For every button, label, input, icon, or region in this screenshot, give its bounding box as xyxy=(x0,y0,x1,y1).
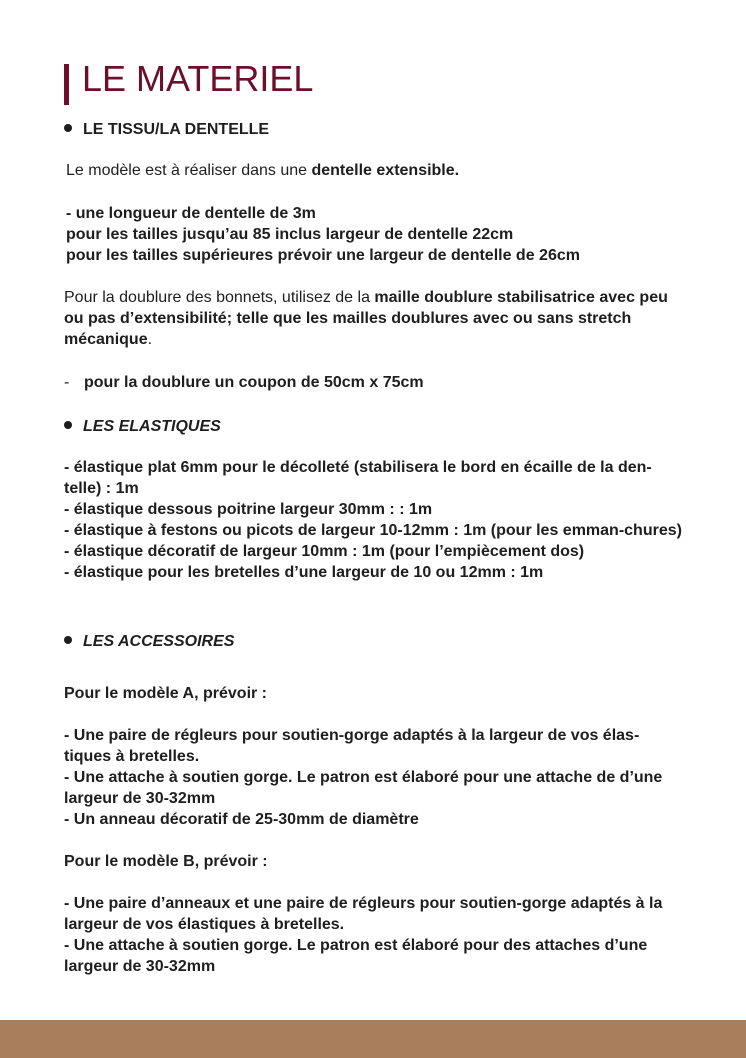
elastiques-list xyxy=(64,457,684,583)
doublure-text: Pour la doublure des bonnets, utilisez de la xyxy=(64,289,375,306)
list-item: - Une attache à soutien gorge. Le patron est élaboré pour une attache de d’une largeur de 30-32mm xyxy=(64,769,663,807)
list-item: - élastique à festons ou picots de largeur 10-12mm : 1m (pour les emman-chures) xyxy=(64,522,682,539)
bullet-icon xyxy=(64,636,72,644)
list-item: - élastique dessous poitrine largeur 30mm : : 1m xyxy=(64,501,433,518)
footer-band xyxy=(0,1020,746,1058)
tissu-line: pour les tailles jusqu’au 85 inclus largeur de dentelle 22cm xyxy=(66,226,514,243)
modele-a-list xyxy=(64,725,684,830)
tissu-line: pour les tailles supérieures prévoir une largeur de dentelle de 26cm xyxy=(66,247,580,264)
section-heading-accessoires xyxy=(64,633,234,651)
section-heading-label: LES ELASTIQUES xyxy=(83,418,221,435)
list-item: - Une attache à soutien gorge. Le patron est élaboré pour des attaches d’une largeur de 30-32mm xyxy=(64,937,648,975)
bullet-icon xyxy=(64,421,72,429)
tissu-intro xyxy=(66,160,686,181)
list-item: - élastique plat 6mm pour le décolleté (stabilisera le bord en écaille de la den-telle) : 1m xyxy=(64,459,652,497)
coupon-text: pour la doublure un coupon de 50cm x 75cm xyxy=(84,374,424,391)
doublure-emphasis: maille doublure stabilisatrice avec peu ou pas d’extensibilité; telle que les mailles doublures avec ou sans stretch mécanique xyxy=(64,289,668,348)
doublure-paragraph xyxy=(64,287,689,350)
modele-a-label: Pour le modèle A, prévoir : xyxy=(64,685,268,702)
page-title: LE MATERIEL xyxy=(82,58,314,99)
doublure-end: . xyxy=(147,331,153,348)
section-heading-tissu xyxy=(64,121,269,139)
modele-b-list xyxy=(64,893,684,977)
list-item: - Un anneau décoratif de 25-30mm de diamètre xyxy=(64,811,419,828)
modele-b-label: Pour le modèle B, prévoir : xyxy=(64,853,268,870)
list-item: - élastique pour les bretelles d’une largeur de 10 ou 12mm : 1m xyxy=(64,564,544,581)
section-heading-elastiques xyxy=(64,418,221,436)
dash: - xyxy=(64,374,70,391)
tissu-lengths xyxy=(66,203,686,266)
section-heading-label: LE TISSU/LA DENTELLE xyxy=(83,121,270,138)
tissu-line: - une longueur de dentelle de 3m xyxy=(66,205,316,222)
list-item: - élastique décoratif de largeur 10mm : 1m (pour l’empiècement dos) xyxy=(64,543,585,560)
section-heading-label: LES ACCESSOIRES xyxy=(83,633,235,650)
title-accent-bar xyxy=(64,64,69,105)
coupon-item xyxy=(64,372,684,393)
list-item: - Une paire de régleurs pour soutien-gorge adaptés à la largeur de vos élas-tiques à bretelles. xyxy=(64,727,640,765)
intro-text: Le modèle est à réaliser dans une xyxy=(66,162,312,179)
intro-emphasis: dentelle extensible. xyxy=(311,162,460,179)
bullet-icon xyxy=(64,124,72,132)
list-item: - Une paire d’anneaux et une paire de régleurs pour soutien-gorge adaptés à la largeur de vos élastiques à bretelles. xyxy=(64,895,663,933)
